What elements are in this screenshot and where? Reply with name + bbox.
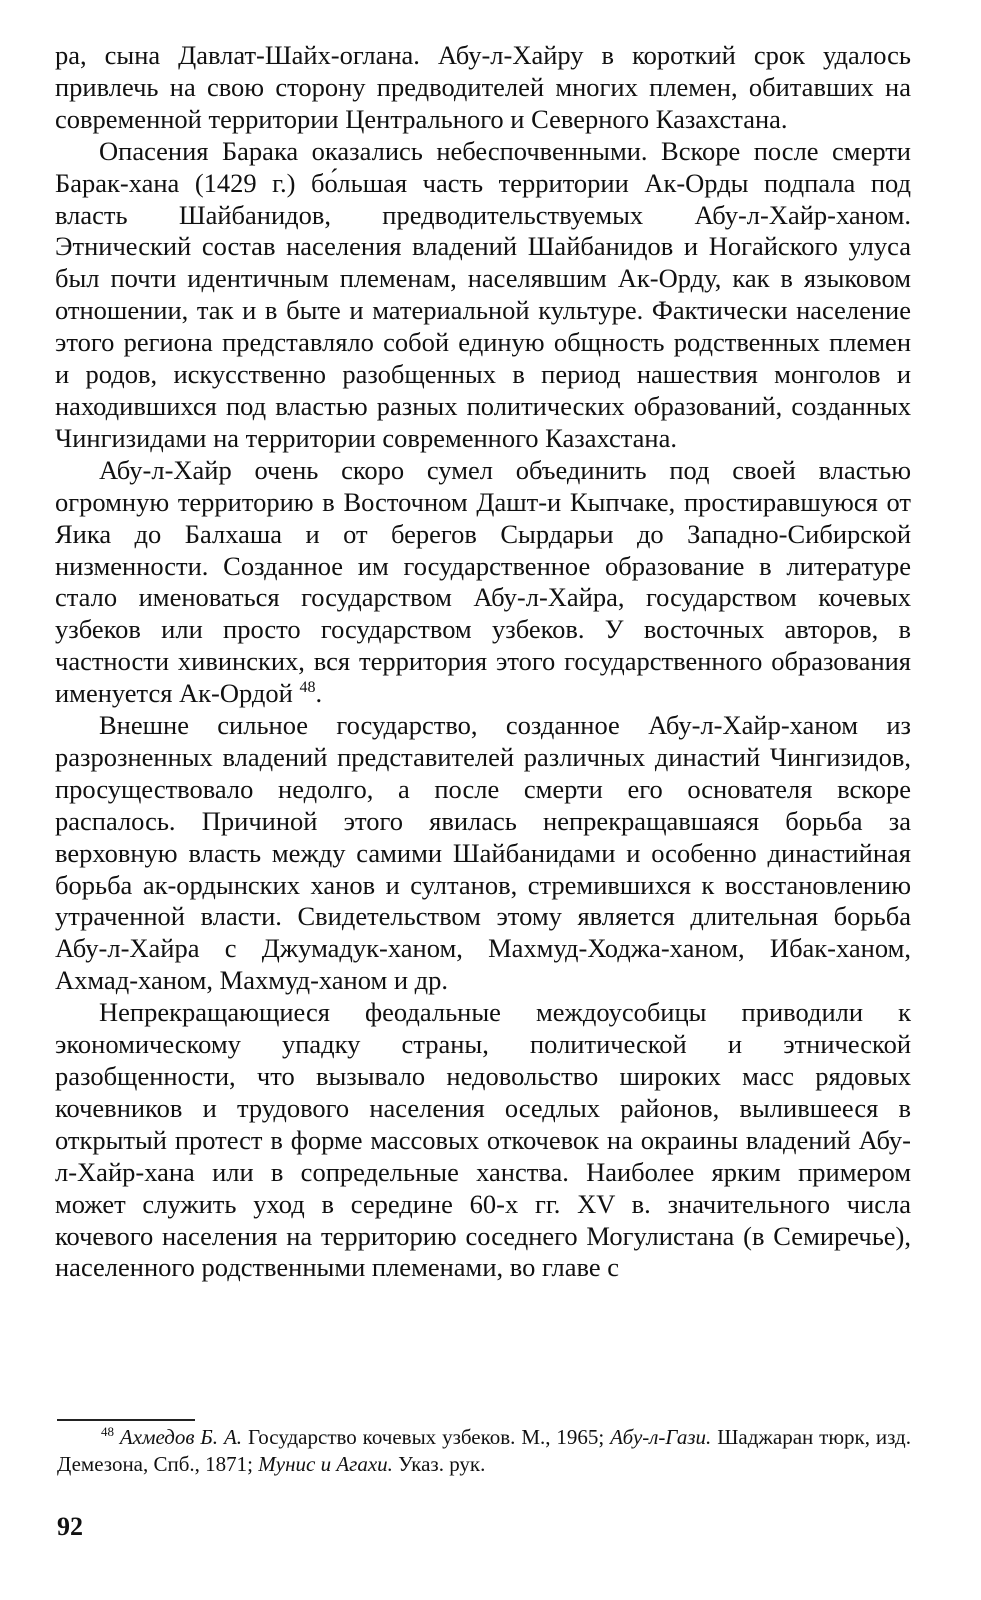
footnote-author: Мунис и Агахи.: [258, 1452, 393, 1476]
footnote-author: Абу-л-Гази.: [610, 1425, 712, 1449]
paragraph-text: Внешне сильное государство, созданное Абу-л-Хайр-ханом из разрозненных владений представителей различных династий Чингизидов, просуществовало недолго, а после смерти его основателя вскоре распалось. Причиной этого явилась непрекращавшаяся борьба за верховную власть между самими Шайбанидами и особенно династийная борьба ак-ордынских ханов и султанов, стремившихся к восстановлению утраченной власти. Свидетельством этому является длительная борьба Абу-л-Хайра с Джумадук-ханом, Махмуд-Ходжа-ханом, Ибак-ханом, Ахмад-ханом, Махмуд-ханом и др.: [55, 710, 911, 996]
footnote-author: Ахмедов Б. А.: [119, 1425, 243, 1449]
footnote-text: Указ. рук.: [392, 1452, 486, 1476]
paragraph-tail: .: [315, 678, 323, 709]
footnote-number: 48: [101, 1424, 114, 1439]
paragraph-text: Абу-л-Хайр очень скоро сумел объединить под своей властью огромную территорию в Восточном Дашт-и Кыпчаке, простиравшуюся от Яика до Балхаша и от берегов Сырдарьи до Западно-Сибирской низменности. Созданное им государственное образование в литературе стало именоваться государством Абу-л-Хайра, государством кочевых узбеков или просто государством узбеков. У восточных авторов, в частности хивинских, вся территория этого государственного образования именуется Ак-Ордой: [55, 454, 911, 709]
paragraph-feudal-strife: [55, 997, 911, 1284]
paragraph-text: Опасения Барака оказались небеспочвенными. Вскоре после смерти Барак-хана (1429 г.) бо́льшая часть территории Ак-Орды подпала под власть Шайбанидов, предводительствуемых Абу-л-Хайр-ханом. Этнический состав населения владений Шайбанидов и Ногайского улуса был почти идентичным племенам, населявшим Ак-Орду, как в языковом отношении, так и в быте и материальной культуре. Фактически население этого региона представляло собой единую общность родственных племен и родов, искусственно разобщенных в период нашествия монголов и находившихся под властью разных политических образований, созданных Чингизидами на территории современного Казахстана.: [55, 135, 911, 453]
paragraph-state-collapse: [55, 710, 911, 997]
page-number: 92: [57, 1512, 83, 1541]
page-body: [55, 40, 911, 1284]
footnote-divider: [57, 1419, 195, 1421]
paragraph-text: ра, сына Давлат-Шайх-оглана. Абу-л-Хайру в короткий срок удалось привлечь на свою сторону предводителей многих племен, обитавших на современной территории Центрального и Северного Казахстана.: [55, 40, 911, 134]
paragraph-continued: [55, 40, 911, 136]
paragraph-barak-fears: [55, 136, 911, 455]
footnote-text: Государство кочевых узбеков. М., 1965;: [242, 1425, 611, 1449]
footnote: [57, 1424, 911, 1478]
paragraph-abulkhair-unification: [55, 455, 911, 710]
footnote-reference[interactable]: 48: [299, 679, 316, 697]
footnote-text: Шаджаран тюрк, изд. Демезона, Спб., 1871;: [57, 1425, 911, 1476]
paragraph-text: Непрекращающиеся феодальные междоусобицы приводили к экономическому упадку страны, политической и этнической разобщенности, что вызывало недовольство широких масс рядовых кочевников и трудового населения оседлых районов, вылившееся в открытый протест в форме массовых откочевок на окраины владений Абу-л-Хайр-хана или в сопредельные ханства. Наиболее ярким примером может служить уход в середине 60-х гг. XV в. значительного числа кочевого населения на территорию соседнего Могулистана (в Семиречье), населенного родственными племенами, во главе с: [55, 997, 911, 1283]
